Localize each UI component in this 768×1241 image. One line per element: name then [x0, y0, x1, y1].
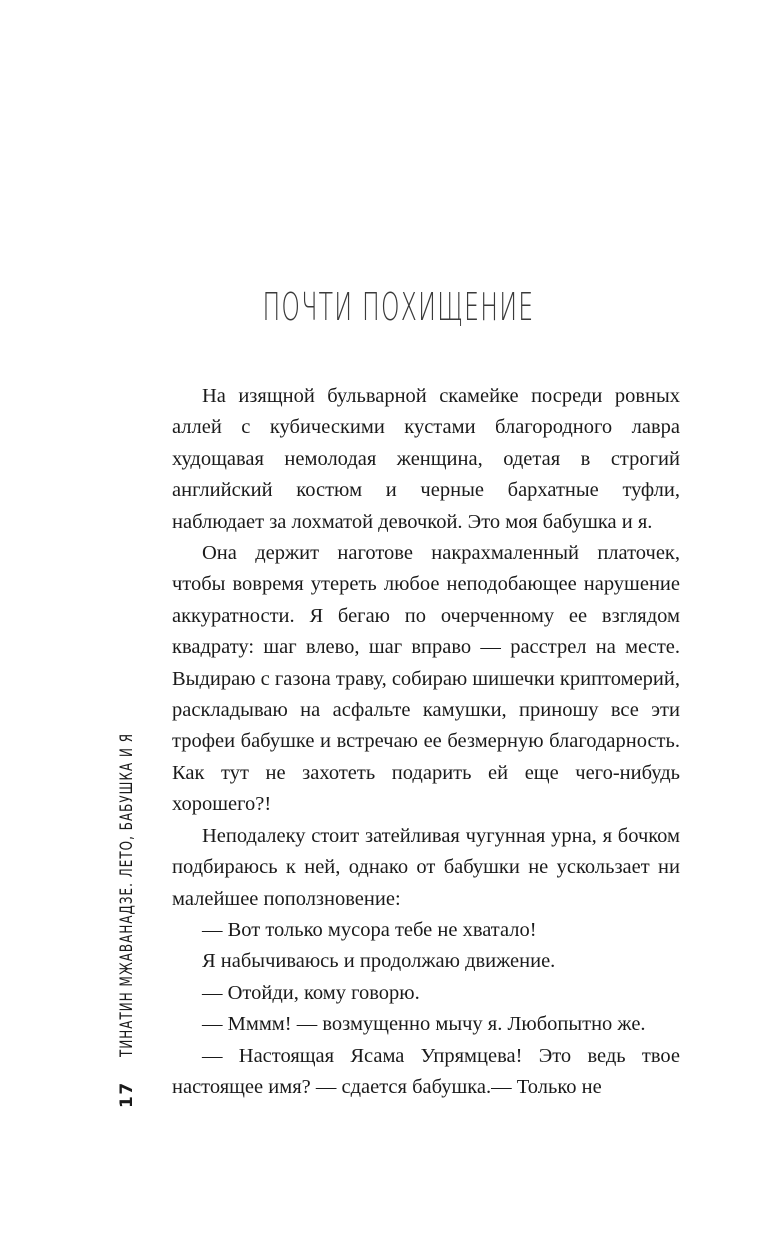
paragraph: Она держит наготове накрахмаленный платочек, чтобы вовремя утереть любое неподобающее нарушение аккуратности. Я бегаю по очерченному ее взглядом квадрату: шаг влево, шаг вправо — расстрел на месте. Выдираю с газона траву, собираю шишечки криптомерий, раскладываю на асфальте камушки, приношу все эти трофеи бабушке и встречаю ее безмерную благодарность. Как тут не захотеть подарить ей еще чего-нибудь хорошего?!: [172, 542, 680, 816]
paragraph: Неподалеку стоит затейливая чугунная урна, я бочком подбираюсь к ней, однако от бабушки не ускользает ни малейшее поползновение:: [172, 824, 680, 910]
running-head: [117, 594, 137, 1108]
paragraph: — Отойди, кому говорю.: [202, 981, 420, 1004]
page-number: 17: [117, 1081, 137, 1108]
paragraph: — Настоящая Ясама Упрямцева! Это ведь твое настоящее имя? — сдается бабушка.— Только не: [172, 1044, 680, 1098]
paragraph: — Мммм! — возмущенно мычу я. Любопытно же.: [202, 1013, 646, 1036]
paragraph: — Вот только мусора тебе не хватало!: [202, 918, 537, 941]
body-text: [172, 381, 680, 1103]
running-head-title: ТИНАТИН МЖАВАНАДЗЕ. ЛЕТО, БАБУШКА И Я: [117, 733, 137, 1058]
paragraph: На изящной бульварной скамейке посреди ровных аллей с кубическими кустами благородного лавра худощавая немолодая женщина, одетая в строгий английский костюм и черные бархатные туфли, наблюдает за лохматой девочкой. Это моя бабушка и я.: [172, 385, 680, 533]
chapter-title: ПОЧТИ ПОХИЩЕНИЕ: [262, 285, 535, 329]
paragraph: Я набычиваюсь и продолжаю движение.: [202, 950, 556, 973]
